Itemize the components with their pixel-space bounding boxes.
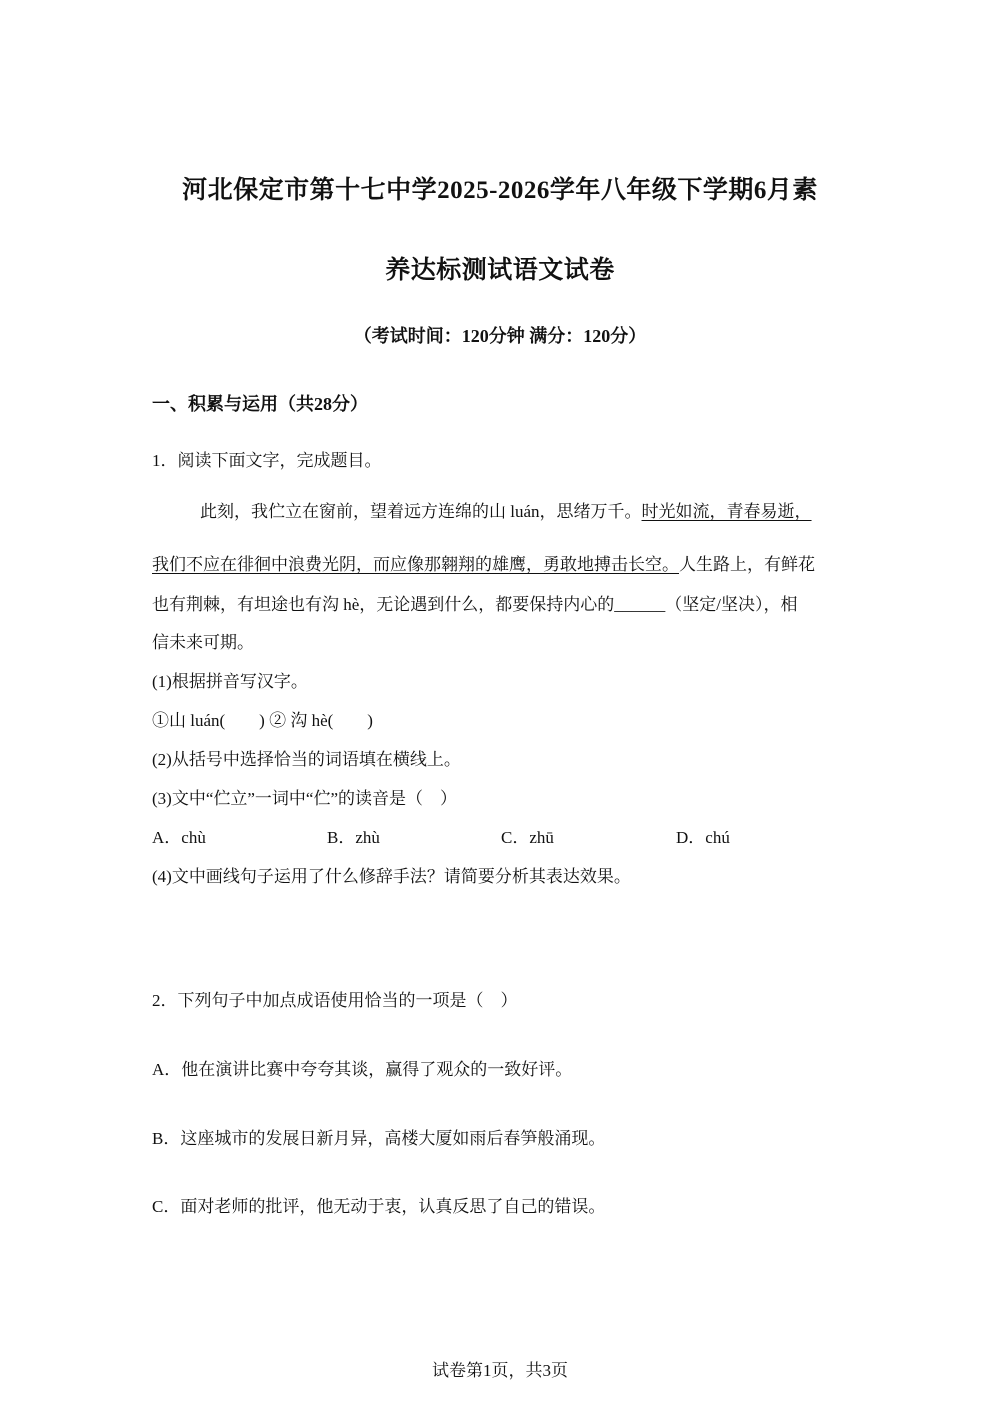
passage-text: 人生路上，有鲜花 [679,555,815,574]
section-heading: 一、积累与运用（共28分） [152,394,368,414]
passage-line-3: 也有荆棘，有坦途也有沟 hè，无论遇到什么，都要保持内心的______（坚定/坚决），相 [152,595,798,614]
passage-line-2 [152,550,815,575]
sub-question-1-items: ①山 luán( ) ② 沟 hè( ) [152,711,373,730]
passage-line-1 [200,497,812,522]
question-2-stem: 2．下列句子中加点成语使用恰当的一项是（ ） [152,991,518,1010]
sub-question-2: (2)从括号中选择恰当的词语填在横线上。 [152,750,461,769]
question-2-option-c: C．面对老师的批评，他无动于衷，认真反思了自己的错误。 [152,1197,606,1216]
exam-title-line-1: 河北保定市第十七中学2025-2026学年八年级下学期6月素 [182,177,818,204]
option-a: A．chù [152,828,206,847]
exam-title-line-2: 养达标测试语文试卷 [385,257,615,284]
sub-question-4: (4)文中画线句子运用了什么修辞手法？请简要分析其表达效果。 [152,867,631,886]
option-c: C．zhū [501,828,554,847]
page-footer: 试卷第1页，共3页 [432,1361,568,1380]
question-2-option-a: A．他在演讲比赛中夸夸其谈，赢得了观众的一致好评。 [152,1060,573,1079]
question-2-option-b: B．这座城市的发展日新月异，高楼大厦如雨后春笋般涌现。 [152,1129,606,1148]
sub-question-3: (3)文中“伫立”一词中“伫”的读音是（ ） [152,789,458,808]
option-d: D．chú [676,828,730,847]
underlined-sentence-part: 我们不应在徘徊中浪费光阴，而应像那翱翔的雄鹰，勇敢地搏击长空。 [152,555,679,574]
exam-time-score-info: （考试时间：120分钟 满分：120分） [353,326,647,346]
option-b: B．zhù [327,828,380,847]
passage-line-4: 信未来可期。 [152,633,254,652]
question-1-stem: 1．阅读下面文字，完成题目。 [152,451,382,470]
sub-question-1: (1)根据拼音写汉字。 [152,672,308,691]
underlined-sentence-part: 时光如流，青春易逝， [641,502,812,521]
passage-text: 此刻，我伫立在窗前，望着远方连绵的山 luán，思绪万千。 [200,502,642,521]
